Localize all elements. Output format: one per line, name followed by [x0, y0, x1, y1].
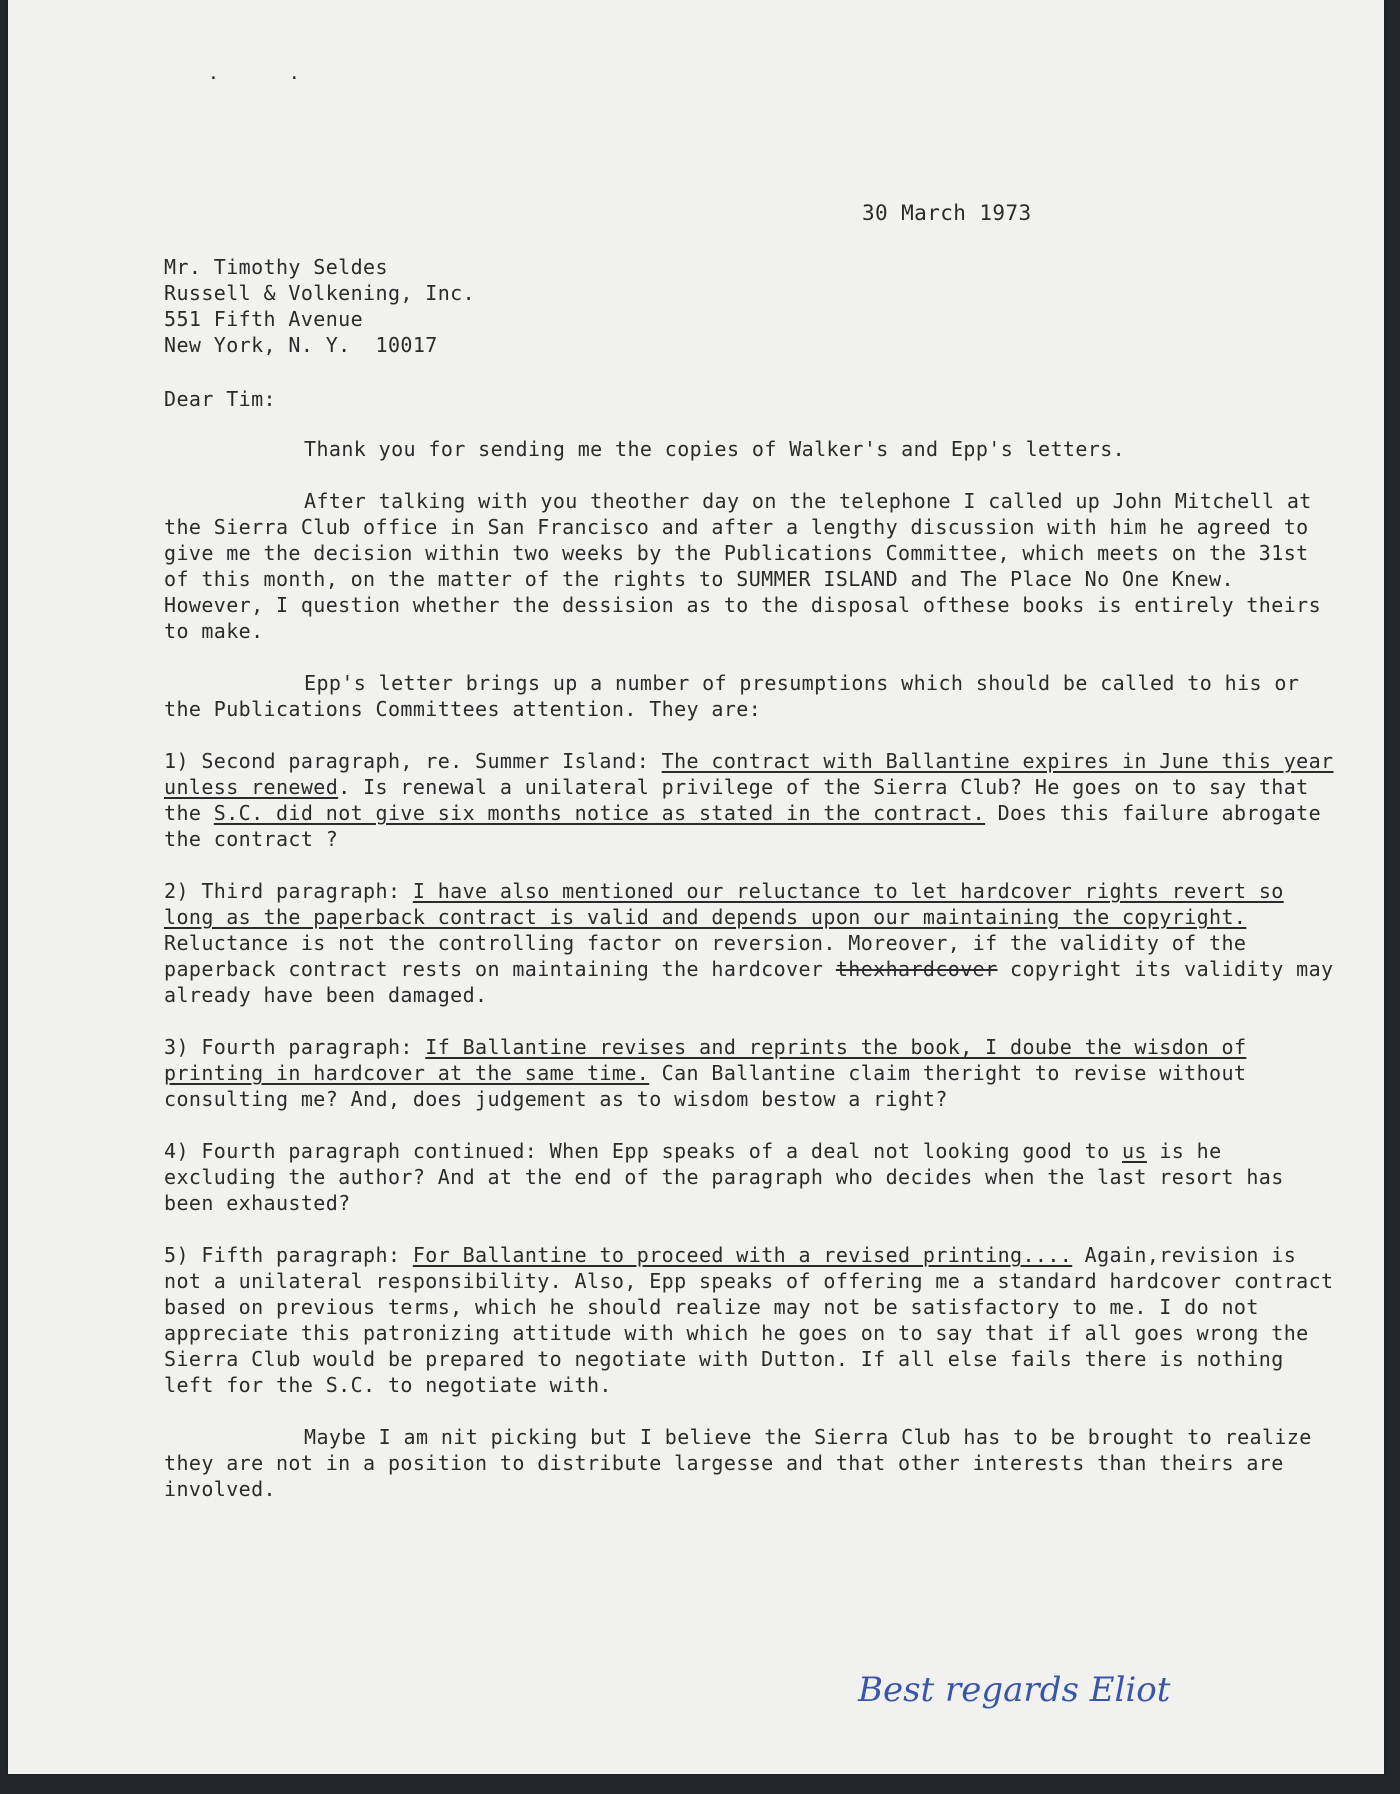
- handwritten-signature: Best regards Eliot: [858, 1670, 1171, 1710]
- point-1-end: Does this failure abrogate the contract ?: [164, 801, 1322, 851]
- point-2-lead: 2) Third paragraph:: [164, 879, 401, 903]
- corner-marks: ··: [208, 68, 370, 89]
- point-4: [164, 1138, 1344, 1216]
- point-5-underline: For Ballantine to proceed with a revised printing....: [412, 1243, 1073, 1267]
- recipient-company: Russell & Volkening, Inc.: [164, 281, 476, 305]
- point-1: [164, 748, 1344, 852]
- point-2: [164, 878, 1344, 1008]
- point-5: [164, 1242, 1344, 1398]
- point-4-end: is he excluding the author? And at the end of the paragraph who decides when the last resort has been exhausted?: [164, 1139, 1284, 1215]
- recipient-name: Mr. Timothy Seldes: [164, 255, 388, 279]
- point-2-end: copyright its validity may already have been damaged.: [164, 957, 1334, 1007]
- point-2-strikeout: thexhardcover: [835, 957, 998, 981]
- point-3-underline: If Ballantine revises and reprints the book, I doube the wisdon of printing in hardcover at the same time.: [164, 1035, 1247, 1085]
- point-3-end: Can Ballantine claim theright to revise without consulting me? And, does judgement as to wisdom bestow a right?: [164, 1061, 1247, 1111]
- point-5-lead: 5) Fifth paragraph:: [164, 1243, 401, 1267]
- salutation: Dear Tim:: [164, 387, 276, 411]
- paragraph-2: After talking with you theother day on the telephone I called up John Mitchell at the Sierra Club office in San Francisco and after a lengthy discussion with him he agreed to give me the decision within two weeks by the Publications Committee, which meets on the 31st of this month, on the matter of the rights to SUMMER ISLAND and The Place No One Knew. However, I question whether the dessision as to the disposal ofthese books is entirely theirs to make.: [164, 489, 1322, 643]
- recipient-street: 551 Fifth Avenue: [164, 307, 364, 331]
- point-3-lead: 3) Fourth paragraph:: [164, 1035, 413, 1059]
- point-5-end: Again,revision is not a unilateral responsibility. Also, Epp speaks of offering me a standard hardcover contract based on previous terms, which he should realize may not be satisfactory to me. I do not appreciate this patronizing attitude with which he goes on to say that if all goes wrong the Sierra Club would be prepared to negotiate with Dutton. If all else fails there is nothing left for the S.C. to negotiate with.: [164, 1243, 1334, 1397]
- paragraph-3: Epp's letter brings up a number of presumptions which should be called to his or the Publications Committees attention. They are:: [164, 671, 1300, 721]
- point-1-underline-2: S.C. did not give six months notice as stated in the contract.: [213, 801, 986, 825]
- closing-paragraph: Maybe I am nit picking but I believe the Sierra Club has to be brought to realize they are not in a position to distribute largesse and that other interests than theirs are involved.: [164, 1425, 1312, 1501]
- letter-date: 30 March 1973: [862, 201, 1032, 225]
- point-4-lead: 4) Fourth paragraph continued: When Epp speaks of a deal not looking good to: [164, 1139, 1110, 1163]
- point-1-underline-1: The contract with Ballantine expires in June this year unless renewed: [164, 749, 1334, 799]
- letter-body: [164, 200, 1344, 1528]
- point-1-middle: . Is renewal a unilateral privilege of the Sierra Club? He goes on to say that the: [164, 775, 1309, 825]
- point-2-middle: Reluctance is not the controlling factor on reversion. Moreover, if the validity of the paperback contract rests on maintaining the hardcover: [164, 931, 1247, 981]
- point-2-underline: I have also mentioned our reluctance to let hardcover rights revert so long as the paperback contract is valid and depends upon our maintaining the copyright.: [164, 879, 1284, 929]
- letter-page: [8, 0, 1384, 1774]
- point-1-lead: 1) Second paragraph, re. Summer Island:: [164, 749, 650, 773]
- point-4-underline: us: [1121, 1139, 1147, 1163]
- point-3: [164, 1034, 1344, 1112]
- recipient-address: [164, 254, 1344, 358]
- paragraph-1: Thank you for sending me the copies of Walker's and Epp's letters.: [304, 437, 1126, 461]
- recipient-city: New York, N. Y. 10017: [164, 333, 438, 357]
